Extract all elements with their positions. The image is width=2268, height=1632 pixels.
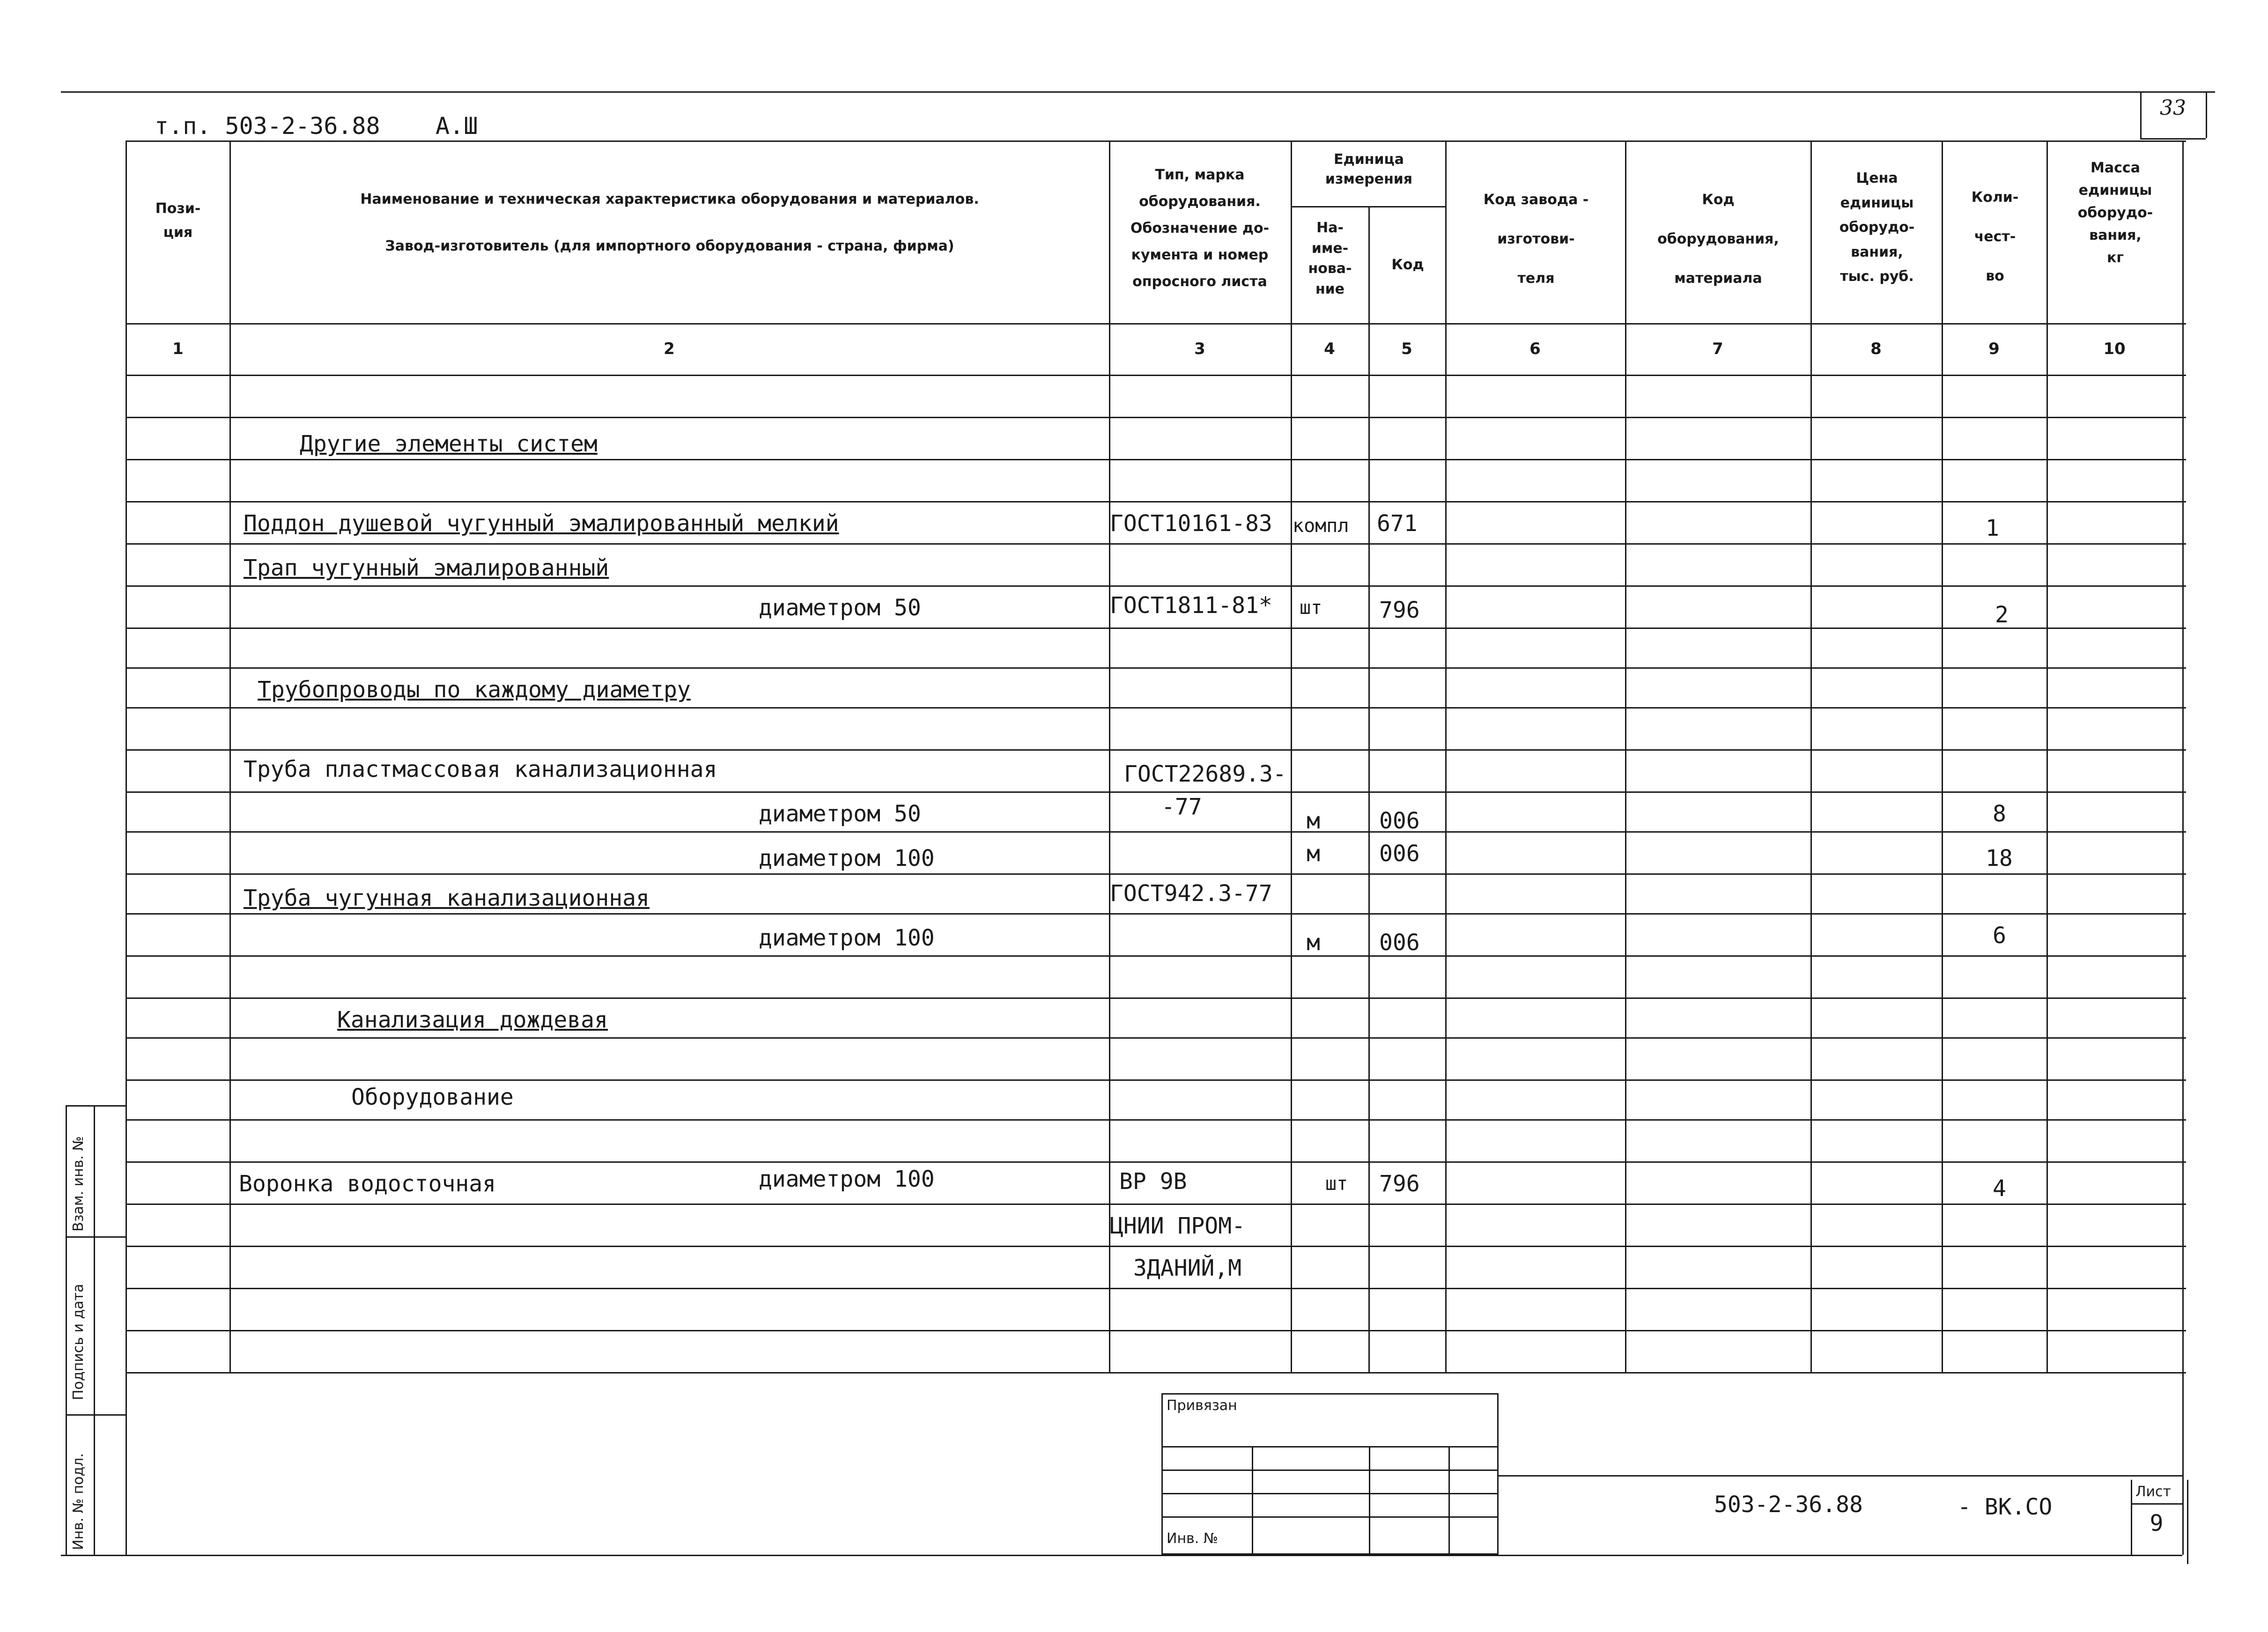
item-name: диаметром 100 xyxy=(759,925,935,951)
stamp-line xyxy=(1163,1446,1497,1447)
item-doc: ГОСТ10161-83 xyxy=(1110,510,1272,537)
col-line-6 xyxy=(1625,140,1626,1372)
side-strip-divider xyxy=(66,1414,126,1416)
section-title: Другие элементы систем xyxy=(300,431,598,457)
header-col45-group: Единица измерения xyxy=(1325,151,1413,187)
col-number-3: 3 xyxy=(1194,340,1205,358)
header-col3: Тип, марка оборудования. Обозначение до- кумента и номер опросного листа xyxy=(1130,167,1270,290)
header-col10: Масса единицы оборудо- вания, кг xyxy=(2077,160,2153,266)
page-number-top: 33 xyxy=(2160,96,2186,120)
col-line-2 xyxy=(1109,140,1110,1372)
header-col5: Код xyxy=(1391,257,1424,273)
item-unit: м xyxy=(1307,841,1320,867)
header-col9: Коли- чест- во xyxy=(1971,189,2019,284)
side-label-inv-podl: Инв. № подл. xyxy=(70,1453,87,1550)
section-title: Канализация дождевая xyxy=(337,1007,608,1033)
item-doc: ЗДАНИЙ,М xyxy=(1133,1255,1242,1281)
item-qty: 2 xyxy=(1995,602,2009,628)
page-number-box-right xyxy=(2206,91,2207,138)
row-line xyxy=(126,1330,2186,1331)
row-line xyxy=(126,913,2186,915)
item-name: Труба чугунная канализационная xyxy=(244,885,650,911)
inv-no-label: Инв. № xyxy=(1167,1530,1219,1547)
col-line-10 xyxy=(2182,140,2184,1555)
col-line-9 xyxy=(2046,140,2048,1372)
header-col6: Код завода - изготови- теля xyxy=(1483,192,1589,287)
col-number-5: 5 xyxy=(1401,340,1412,358)
item-code: 006 xyxy=(1379,841,1420,867)
side-label-podpis: Подпись и дата xyxy=(70,1284,87,1400)
stamp-vline xyxy=(1369,1446,1370,1556)
item-doc: ГОСТ942.3-77 xyxy=(1110,880,1272,907)
col-number-9: 9 xyxy=(1988,340,2000,358)
col-line-7 xyxy=(1810,140,1812,1372)
item-code: 796 xyxy=(1379,597,1420,623)
row-line xyxy=(126,997,2186,999)
sheet-label: Лист xyxy=(2135,1484,2172,1500)
page-number-box-bottom xyxy=(2140,138,2206,140)
right-frame-tail xyxy=(2187,1480,2188,1564)
side-strip-inner xyxy=(94,1105,95,1555)
stamp-line xyxy=(1163,1516,1497,1518)
table-bottom-line xyxy=(126,1372,2186,1374)
item-code: 796 xyxy=(1379,1171,1420,1197)
item-code: 006 xyxy=(1379,808,1420,834)
header-col2-line2: Завод-изготовитель (для импортного оборудования - страна, фирма) xyxy=(385,238,954,254)
item-unit: компл xyxy=(1293,515,1349,537)
item-doc: ЦНИИ ПРОМ- xyxy=(1110,1213,1245,1239)
row-line xyxy=(126,417,2186,418)
unit-group-divider xyxy=(1291,206,1445,207)
col-number-6: 6 xyxy=(1529,340,1541,358)
header-col1: Пози- ция xyxy=(155,200,201,241)
sheet-box-divider xyxy=(2131,1503,2182,1505)
item-qty: 6 xyxy=(1993,923,2006,949)
col-number-1: 1 xyxy=(172,340,184,358)
header-col4: На- име- нова- ние xyxy=(1308,220,1352,297)
privyazan-stamp xyxy=(1161,1393,1499,1555)
col-number-10: 10 xyxy=(2103,340,2126,358)
item-qty: 18 xyxy=(1986,845,2013,871)
privyazan-label: Привязан xyxy=(1167,1397,1237,1414)
row-line xyxy=(126,1119,2186,1121)
col-number-bottom-line xyxy=(126,375,2186,376)
title-doc-code: 503-2-36.88 xyxy=(1714,1492,1863,1518)
row-line xyxy=(126,955,2186,957)
row-line xyxy=(126,585,2186,587)
row-line xyxy=(126,1161,2186,1163)
row-line xyxy=(126,707,2186,709)
stamp-vline xyxy=(1252,1446,1253,1556)
item-name: Труба пластмассовая канализационная xyxy=(244,756,717,783)
item-doc: -77 xyxy=(1161,794,1202,820)
col-number-2: 2 xyxy=(664,340,675,358)
item-doc: ГОСТ22689.3- xyxy=(1124,761,1286,787)
row-line xyxy=(126,1204,2186,1205)
title-doc-suffix: - ВК.СО xyxy=(1958,1494,2053,1520)
col-line-3 xyxy=(1291,140,1292,1372)
col-number-7: 7 xyxy=(1712,340,1723,358)
table-top-line xyxy=(126,140,2186,142)
stamp-line xyxy=(1163,1470,1497,1471)
item-name: диаметром 50 xyxy=(759,801,921,827)
item-qty: 4 xyxy=(1993,1175,2006,1202)
item-name-right: диаметром 100 xyxy=(759,1166,935,1192)
stamp-line xyxy=(1163,1493,1497,1494)
col-number-4: 4 xyxy=(1324,340,1335,358)
header-col2-line1: Наименование и техническая характеристика оборудования и материалов. xyxy=(360,191,979,207)
sheet-number: 9 xyxy=(2150,1510,2164,1536)
header-col8: Цена единицы оборудо- вания, тыс. руб. xyxy=(1839,170,1915,285)
col-number-8: 8 xyxy=(1870,340,1882,358)
title-block-top xyxy=(1499,1475,2182,1477)
item-name: диаметром 100 xyxy=(759,845,935,871)
side-strip-divider xyxy=(66,1236,126,1238)
item-doc: ГОСТ1811-81* xyxy=(1110,592,1272,619)
doc-reference: т.п. 503-2-36.88 xyxy=(155,112,380,140)
item-name: диаметром 50 xyxy=(759,595,921,621)
top-border xyxy=(61,91,2215,93)
album-label: А.Ш xyxy=(436,112,478,140)
row-line xyxy=(126,831,2186,833)
row-line xyxy=(126,1079,2186,1081)
row-line xyxy=(126,873,2186,875)
item-unit: шт xyxy=(1300,597,1322,619)
item-doc: ВР 9В xyxy=(1119,1168,1187,1195)
col-line-5 xyxy=(1445,140,1447,1372)
row-line xyxy=(126,749,2186,751)
item-unit: шт xyxy=(1325,1173,1348,1195)
side-strip-top xyxy=(66,1105,126,1107)
row-line xyxy=(126,459,2186,460)
item-code: 006 xyxy=(1379,930,1420,956)
row-line xyxy=(126,1288,2186,1289)
row-line xyxy=(126,1037,2186,1039)
col-line-8 xyxy=(1942,140,1943,1372)
col-line-1 xyxy=(229,140,231,1372)
header-bottom-line xyxy=(126,323,2186,325)
item-unit: м xyxy=(1307,808,1320,834)
header-col7: Код оборудования, материала xyxy=(1657,192,1779,287)
row-line xyxy=(126,501,2186,502)
item-name: Трап чугунный эмалированный xyxy=(244,555,609,581)
item-qty: 1 xyxy=(1986,515,1999,541)
stamp-vline xyxy=(1448,1446,1450,1556)
col-line-4 xyxy=(1368,206,1370,1372)
section-title: Оборудование xyxy=(351,1084,514,1110)
row-line xyxy=(126,667,2186,669)
sheet-box-left xyxy=(2131,1480,2132,1555)
item-name: Воронка водосточная xyxy=(239,1171,496,1197)
row-line xyxy=(126,543,2186,545)
side-strip-left xyxy=(66,1105,67,1555)
item-unit: м xyxy=(1307,930,1320,956)
side-label-vzam: Взам. инв. № xyxy=(70,1136,87,1232)
item-code: 671 xyxy=(1377,510,1418,537)
section-title: Трубопроводы по каждому диаметру xyxy=(258,677,691,703)
item-name: Поддон душевой чугунный эмалированный мелкий xyxy=(244,510,839,537)
row-line xyxy=(126,1246,2186,1247)
row-line xyxy=(126,791,2186,793)
row-line xyxy=(126,628,2186,629)
bottom-frame-line xyxy=(61,1555,2182,1556)
item-qty: 8 xyxy=(1993,801,2006,827)
